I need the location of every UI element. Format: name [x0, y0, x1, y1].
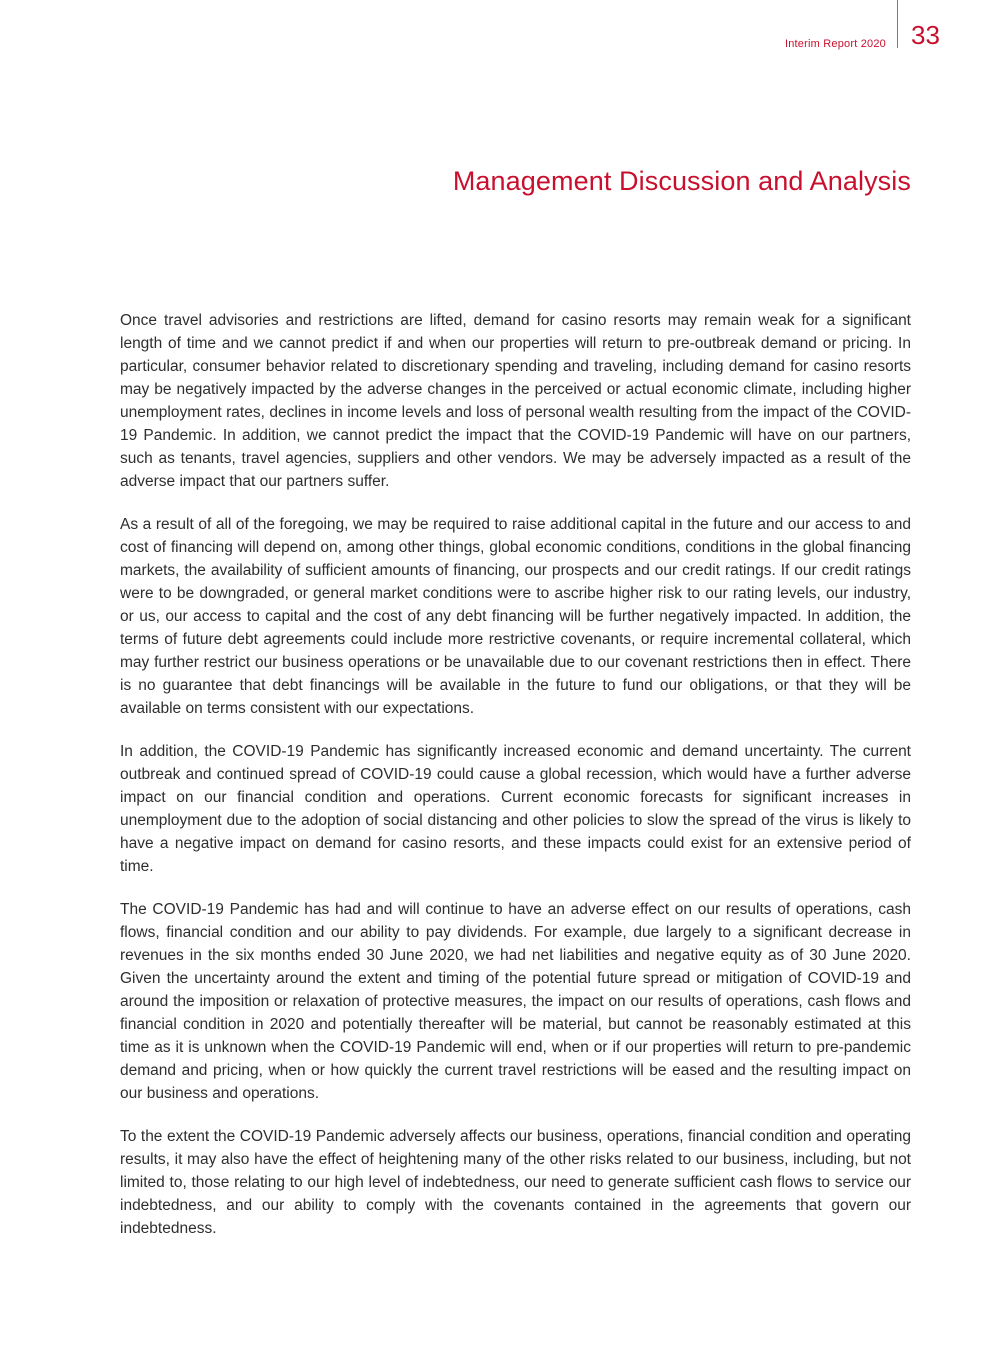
- paragraph-5: To the extent the COVID-19 Pandemic adversely affects our business, operations, financial condition and operating results, it may also have the effect of heightening many of the other risks related to our business, including, but not limited to, those relating to our high level of indebtedness, our need to generate sufficient cash flows to service our indebtedness, and our ability to comply with the covenants contained in the agreements that govern our indebtedness.: [120, 1128, 911, 1237]
- paragraph-4: The COVID-19 Pandemic has had and will continue to have an adverse effect on our results of operations, cash flows, financial condition and our ability to pay dividends. For example, due largely to a significant decrease in revenues in the six months ended 30 June 2020, we had net liabilities and negative equity as of 30 June 2020. Given the uncertainty around the extent and timing of the potential future spread or mitigation of COVID-19 and around the imposition or relaxation of protective measures, the impact on our results of operations, cash flows and financial condition in 2020 and potentially thereafter will be material, but cannot be reasonably estimated at this time as it is unknown when the COVID-19 Pandemic will end, when or if our properties will return to pre-pandemic demand and pricing, when or how quickly the current travel restrictions will be eased and the resulting impact on our business and operations.: [120, 901, 911, 1102]
- page-header: [0, 0, 1006, 60]
- body-text: [120, 309, 911, 1260]
- report-label: Interim Report 2020: [784, 38, 886, 50]
- paragraph-1: Once travel advisories and restrictions are lifted, demand for casino resorts may remain weak for a significant length of time and we cannot predict if and when our properties will return to pre-outbreak demand or pricing. In particular, consumer behavior related to discretionary spending and traveling, including demand for casino resorts may be negatively impacted by the adverse changes in the perceived or actual economic climate, including higher unemployment rates, declines in income levels and loss of personal wealth resulting from the impact of the COVID-19 Pandemic. In addition, we cannot predict the impact that the COVID-19 Pandemic will have on our partners, such as tenants, travel agencies, suppliers and other vendors. We may be adversely impacted as a result of the adverse impact that our partners suffer.: [120, 312, 911, 490]
- section-title: Management Discussion and Analysis: [452, 166, 911, 196]
- paragraph-2: As a result of all of the foregoing, we may be required to raise additional capital in the future and our access to and cost of financing will depend on, among other things, global economic conditions, conditions in the global financing markets, the availability of sufficient amounts of financing, our prospects and our credit ratings. If our credit ratings were to be downgraded, or general market conditions were to ascribe higher risk to our rating levels, our industry, or us, our access to capital and the cost of any debt financing will be further negatively impacted. In addition, the terms of future debt agreements could include more restrictive covenants, or require incremental collateral, which may further restrict our business operations or be unavailable due to our covenant restrictions then in effect. There is no guarantee that debt financings will be available in the future to fund our obligations, or that they will be available on terms consistent with our expectations.: [120, 516, 911, 717]
- header-divider: [897, 0, 898, 48]
- page-number: 33: [911, 20, 940, 50]
- paragraph-3: In addition, the COVID-19 Pandemic has significantly increased economic and demand uncertainty. The current outbreak and continued spread of COVID-19 could cause a global recession, which would have a further adverse impact on our financial condition and operations. Current economic forecasts for significant increases in unemployment due to the adoption of social distancing and other policies to slow the spread of the virus is likely to have a negative impact on demand for casino resorts, and these impacts could exist for an extensive period of time.: [120, 743, 911, 875]
